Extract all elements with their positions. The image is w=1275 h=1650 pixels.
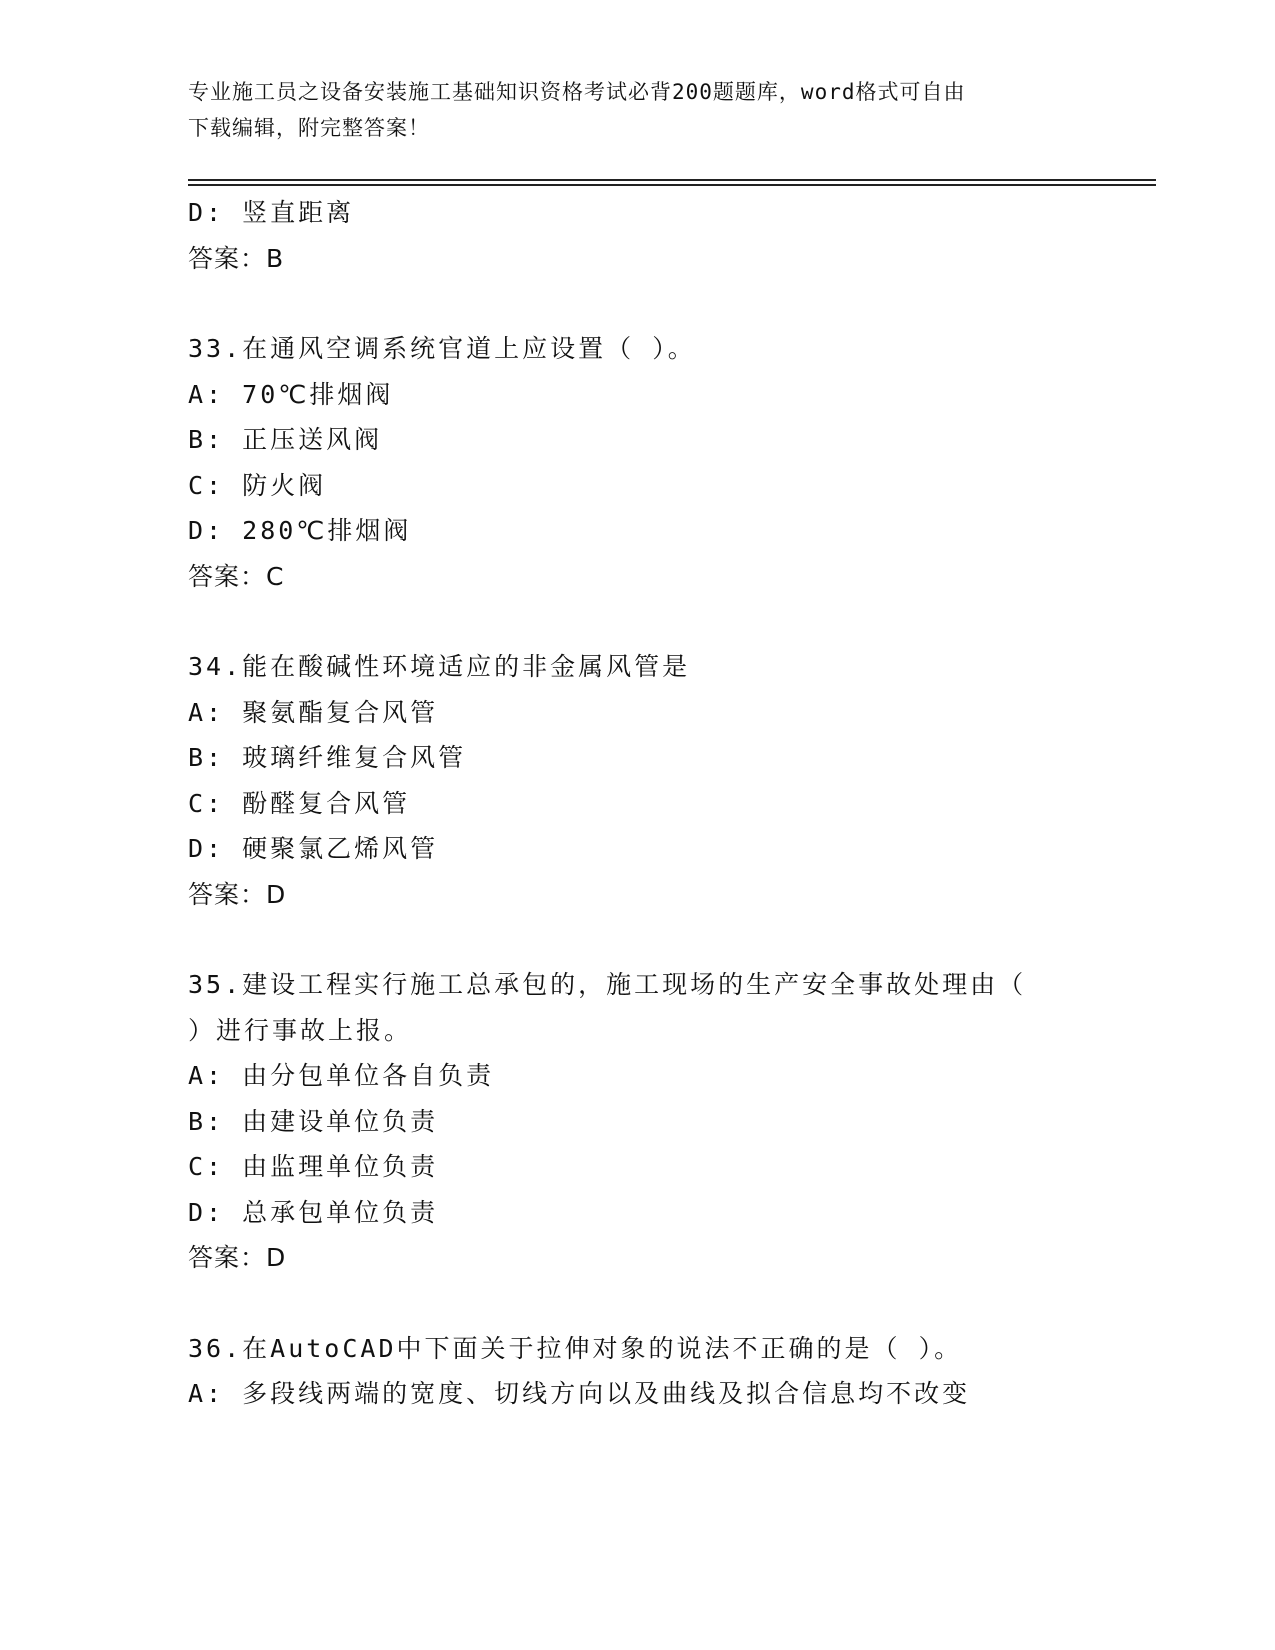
option-a: A: 多段线两端的宽度、切线方向以及曲线及拟合信息均不改变 [188, 1379, 971, 1408]
header-line-1: 专业施工员之设备安装施工基础知识资格考试必背200题题库，word格式可自由 [188, 80, 966, 104]
header-rule-top [188, 179, 1156, 181]
option-d: D: 总承包单位负责 [188, 1197, 439, 1227]
question-36 [188, 1326, 1148, 1417]
option-d: D: 竖直距离 [188, 198, 355, 227]
question-35 [188, 962, 1148, 1281]
spacer [188, 917, 1148, 962]
question-34 [188, 644, 1148, 917]
spacer [188, 1281, 1148, 1326]
question-text-line-2: ）进行事故上报。 [188, 1015, 413, 1045]
option-c: C: 由监理单位负责 [188, 1152, 439, 1181]
answer: 答案：D [188, 879, 287, 909]
option-a: A: 聚氨酯复合风管 [188, 697, 439, 727]
option-b: B: 玻璃纤维复合风管 [188, 743, 467, 772]
option-a: A: 由分包单位各自负责 [188, 1061, 495, 1090]
question-32-tail [188, 190, 1148, 281]
question-text: 36.在AutoCAD中下面关于拉伸对象的说法不正确的是（ ）。 [188, 1333, 963, 1363]
header-line-2: 下载编辑，附完整答案！ [188, 116, 430, 140]
question-text: 33.在通风空调系统官道上应设置（ ）。 [188, 334, 696, 363]
question-text-line-1: 35.建设工程实行施工总承包的，施工现场的生产安全事故处理由（ [188, 970, 1027, 999]
option-c: C: 防火阀 [188, 470, 327, 500]
answer: 答案：B [188, 243, 285, 273]
spacer [188, 281, 1148, 326]
question-33 [188, 326, 1148, 599]
question-content [188, 190, 1148, 1417]
answer: 答案：D [188, 1243, 287, 1272]
question-text: 34.能在酸碱性环境适应的非金属风管是 [188, 652, 691, 681]
option-b: B: 由建设单位负责 [188, 1106, 439, 1136]
option-c: C: 酚醛复合风管 [188, 788, 411, 818]
document-header [188, 74, 1088, 146]
option-b: B: 正压送风阀 [188, 425, 383, 454]
option-d: D: 280℃排烟阀 [188, 516, 412, 545]
spacer [188, 599, 1148, 644]
option-d: D: 硬聚氯乙烯风管 [188, 834, 439, 863]
header-rule-bottom [188, 184, 1156, 186]
answer: 答案：C [188, 561, 285, 591]
option-a: A: 70℃排烟阀 [188, 379, 394, 409]
